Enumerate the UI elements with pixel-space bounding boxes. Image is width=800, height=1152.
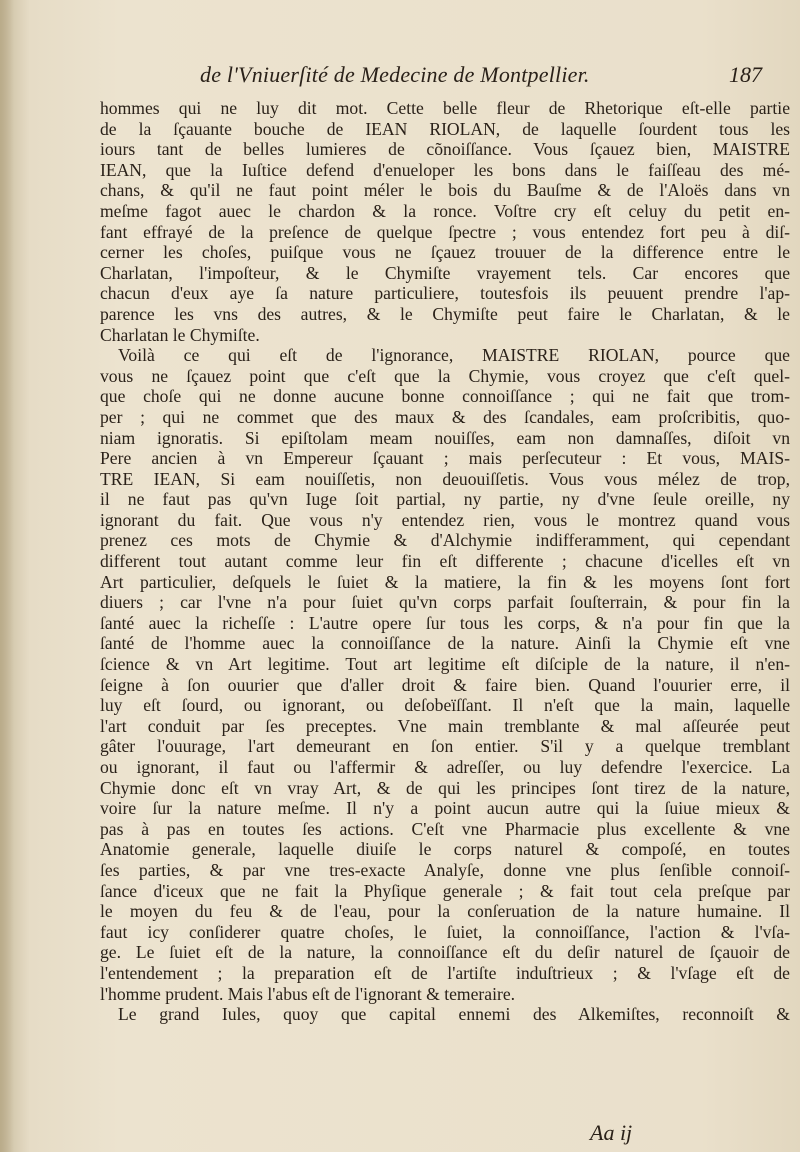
text-line: chacun d'eux aye ſa nature particuliere, toutesfois ils peuuent prendre l'ap- bbox=[100, 283, 790, 304]
text-line: l'art conduit par ſes preceptes. Vne main tremblante & mal aſſeurée peut bbox=[100, 715, 790, 736]
text-line: diuers ; car l'vne n'a pour ſuiet qu'vn corps parfait ſouſterrain, & pour fin la bbox=[100, 592, 790, 613]
text-line: different tout autant comme leur fin eſt differente ; chacune d'icelles eſt vn bbox=[100, 551, 790, 572]
page-binding-shadow bbox=[0, 0, 14, 1152]
text-line: l'entendement ; la preparation eſt de l'artiſte induſtrieux ; & l'vſage eſt de bbox=[100, 962, 790, 983]
running-title: de l'Vniuerſité de Medecine de Montpellier. bbox=[200, 62, 590, 87]
text-line: que choſe qui ne donne aucune bonne connoiſſance ; qui ne fait que trom- bbox=[100, 386, 790, 407]
text-line: de la ſçauante bouche de IEAN RIOLAN, de laquelle ſourdent tous les bbox=[100, 118, 790, 139]
text-line: faut icy conſiderer quatre choſes, le ſuiet, la connoiſſance, l'action & l'vſa- bbox=[100, 921, 790, 942]
text-line: Art particulier, deſquels le ſuiet & la matiere, la fin & les moyens ſont fort bbox=[100, 571, 790, 592]
text-line: cerner les choſes, puiſque vous ne ſçauez trouuer de la difference entre le bbox=[100, 242, 790, 263]
text-line: Charlatan le Chymiſte. bbox=[100, 324, 260, 345]
body-text bbox=[100, 98, 790, 1025]
text-line: Le grand Iules, quoy que capital ennemi des Alkemiſtes, reconnoiſt & bbox=[118, 1004, 790, 1025]
text-line: ſes parties, & par vne tres-exacte Analyſe, donne vne plus ſenſible connoiſ- bbox=[100, 859, 790, 880]
text-line: l'homme prudent. Mais l'abus eſt de l'ignorant & temeraire. bbox=[100, 983, 516, 1004]
text-line: ſance d'iceux que ne fait la Phyſique generale ; & fait tout cela preſque par bbox=[100, 880, 790, 901]
text-line: le moyen du feu & de l'eau, pour la conſeruation de la nature humaine. Il bbox=[100, 901, 790, 922]
text-line: meſme fagot auec le chardon & la ronce. Voſtre cry eſt celuy du petit en- bbox=[100, 200, 790, 221]
text-line: per ; qui ne commet que des maux & des ſcandales, eam proſcribitis, quo- bbox=[100, 406, 790, 427]
text-line: vous ne ſçauez point que c'eſt que la Chymie, vous croyez que c'eſt quel- bbox=[100, 365, 790, 386]
text-line: ſeigne à ſon ouurier que d'aller droit & faire bien. Quand l'ouurier erre, il bbox=[100, 674, 790, 695]
text-line: hommes qui ne luy dit mot. Cette belle fleur de Rhetorique eſt-elle partie bbox=[100, 98, 790, 118]
signature-mark: Aa ij bbox=[590, 1120, 633, 1145]
text-line: fant effrayé de la preſence de quelque ſpectre ; vous entendez fort peu à diſ- bbox=[100, 221, 790, 242]
text-line: prenez ces mots de Chymie & d'Alchymie indifferamment, qui cependant bbox=[100, 530, 790, 551]
text-line: Chymie donc eſt vn vray Art, & de qui les principes ſont tirez de la nature, bbox=[100, 777, 790, 798]
text-line: il ne faut pas qu'vn Iuge ſoit partial, ny partie, ny d'vne ſeule oreille, ny bbox=[100, 489, 790, 510]
text-line: Pere ancien à vn Empereur ſçauant ; mais perſecuteur : Et vous, MAIS- bbox=[100, 448, 790, 469]
text-line: gâter l'ouurage, l'art demeurant en ſon entier. S'il y a quelque tremblant bbox=[100, 736, 790, 757]
text-line: niam ignoratis. Si epiſtolam meam nouiſſes, eam non damnaſſes, diſoit vn bbox=[100, 427, 790, 448]
text-line: parence les vns des autres, & le Chymiſte peut faire le Charlatan, & le bbox=[100, 303, 790, 324]
text-line: voire ſur la nature meſme. Il n'y a point aucun autre qui la ſuiue mieux & bbox=[100, 798, 790, 819]
text-line: ou ignorant, il faut ou l'affermir & adreſſer, ou luy defendre l'exercice. La bbox=[100, 757, 790, 777]
text-line: ignorant du fait. Que vous n'y entendez rien, vous le montrez quand vous bbox=[100, 509, 790, 530]
text-line: Anatomie generale, laquelle diuiſe le corps naturel & compoſé, en toutes bbox=[100, 839, 790, 860]
page-header bbox=[200, 62, 770, 98]
text-line: Voilà ce qui eſt de l'ignorance, MAISTRE RIOLAN, pource que bbox=[118, 345, 790, 366]
text-line: iours tant de belles lumieres de cõnoiſſance. Vous ſçauez bien, MAISTRE bbox=[100, 139, 790, 160]
text-line: IEAN, que la Iuſtice defend d'enueloper les bons dans le faiſſeau des mé- bbox=[100, 159, 790, 180]
text-line: Charlatan, l'impoſteur, & le Chymiſte vrayement tels. Car encores que bbox=[100, 262, 790, 283]
text-line: ſanté de l'homme auec la connoiſſance de la nature. Ainſi la Chymie eſt vne bbox=[100, 633, 790, 654]
text-line: luy eſt ſourd, ou ignorant, ou deſobeïſſant. Il n'eſt que la main, laquelle bbox=[100, 695, 790, 716]
text-line: ſanté auec la richeſſe : L'autre opere ſur tous les corps, & n'a pour fin que la bbox=[100, 612, 790, 633]
text-line: pas à pas en toutes ſes actions. C'eſt vne Pharmacie plus excellente & vne bbox=[100, 818, 790, 839]
text-line: ſcience & vn Art legitime. Tout art legitime eſt diſciple de la nature, il n'en- bbox=[100, 654, 790, 675]
text-line: ge. Le ſuiet eſt de la nature, la connoiſſance eſt du deſir naturel de ſçauoir de bbox=[100, 942, 790, 963]
text-line: TRE IEAN, Si eam nouiſſetis, non deuouiſſetis. Vous vous mélez de trop, bbox=[100, 468, 790, 489]
page-number: 187 bbox=[729, 62, 762, 87]
text-line: chans, & qu'il ne faut point méler le bois du Bauſme & de l'Aloës dans vn bbox=[100, 180, 790, 201]
